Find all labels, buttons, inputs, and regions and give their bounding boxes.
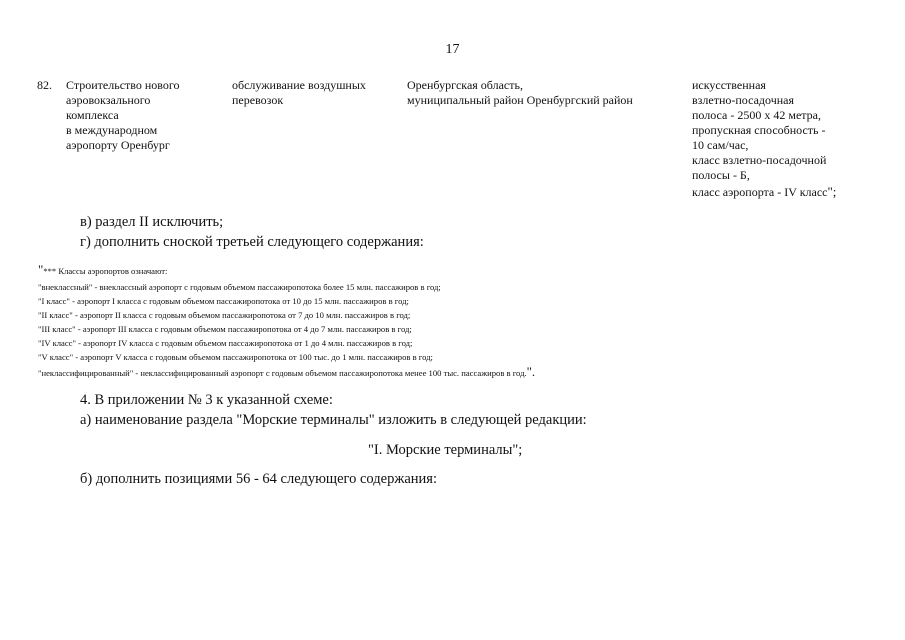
paragraph-b: б) дополнить позициями 56 - 64 следующего содержания:: [80, 471, 437, 487]
footnote-open-quote: ": [38, 262, 44, 277]
footnote-line: [38, 366, 535, 379]
footnote-line: "V класс" - аэропорт V класса с годовым объемом пассажиропотока от 100 тыс. до 1 млн. пассажиров в год;: [38, 352, 433, 362]
footnote-line: "IV класс" - аэропорт IV класса с годовым объемом пассажиропотока от 1 до 4 млн. пассажиров в год;: [38, 338, 413, 348]
footnote-line: "внеклассный" - внеклассный аэропорт с годовым объемом пассажиропотока более 15 млн. пассажиров в год;: [38, 282, 441, 292]
footnote-line: "II класс" - аэропорт II класса с годовым объемом пассажиропотока от 7 до 10 млн. пассажиров в год;: [38, 310, 411, 320]
characteristics-line: полосы - Б,: [692, 168, 750, 182]
characteristics-cell: [692, 78, 836, 200]
object-name-line: аэровокзального: [66, 93, 151, 107]
object-name-line: в международном: [66, 123, 158, 137]
paragraph-a: а) наименование раздела "Морские терминалы" изложить в следующей редакции:: [80, 412, 587, 428]
location-line: муниципальный район Оренбургский район: [407, 93, 633, 107]
characteristics-line: класс взлетно-посадочной: [692, 153, 827, 167]
location-cell: [407, 78, 633, 108]
location-line: Оренбургская область,: [407, 78, 523, 92]
object-name-line: аэропорту Оренбург: [66, 138, 170, 152]
purpose-line: перевозок: [232, 93, 284, 107]
characteristics-line: 10 сам/час,: [692, 138, 749, 152]
characteristics-line: взлетно-посадочная: [692, 93, 794, 107]
object-name-line: Строительство нового: [66, 78, 180, 92]
footnote-line: "I класс" - аэропорт I класса с годовым объемом пассажиропотока от 10 до 15 млн. пассажиров в год;: [38, 296, 409, 306]
closing-quote: ";: [827, 184, 837, 199]
characteristics-line: искусственная: [692, 78, 766, 92]
footnote-line: [38, 264, 535, 277]
purpose-line: обслуживание воздушных: [232, 78, 366, 92]
characteristics-line: пропускная способность -: [692, 123, 826, 137]
characteristics-last-text: класс аэропорта - IV класс: [692, 185, 828, 199]
purpose-cell: [232, 78, 366, 108]
object-name-line: комплекса: [66, 108, 119, 122]
characteristics-line: полоса - 2500 х 42 метра,: [692, 108, 821, 122]
paragraph-g: г) дополнить сноской третьей следующего содержания:: [80, 234, 424, 250]
characteristics-last-line: [692, 184, 836, 200]
paragraph-item-4: 4. В приложении № 3 к указанной схеме:: [80, 392, 333, 408]
footnote-heading: *** Классы аэропортов означают:: [43, 266, 168, 276]
footnote-block: [38, 264, 535, 379]
page-number: 17: [445, 42, 460, 57]
footnote-last-text: "неклассифицированный" - неклассифицированный аэропорт с годовым объемом пассажиропотока менее 100 тыс. пассажиров в год.: [38, 368, 527, 378]
row-number: 82.: [37, 78, 52, 92]
footnote-close-quote: ".: [526, 364, 536, 379]
footnote-line: "III класс" - аэропорт III класса с годовым объемом пассажиропотока от 4 до 7 млн. пассажиров в год;: [38, 324, 412, 334]
section-title: "I. Морские терминалы";: [368, 442, 523, 458]
paragraph-v: в) раздел II исключить;: [80, 214, 224, 230]
object-name-cell: [66, 78, 179, 153]
